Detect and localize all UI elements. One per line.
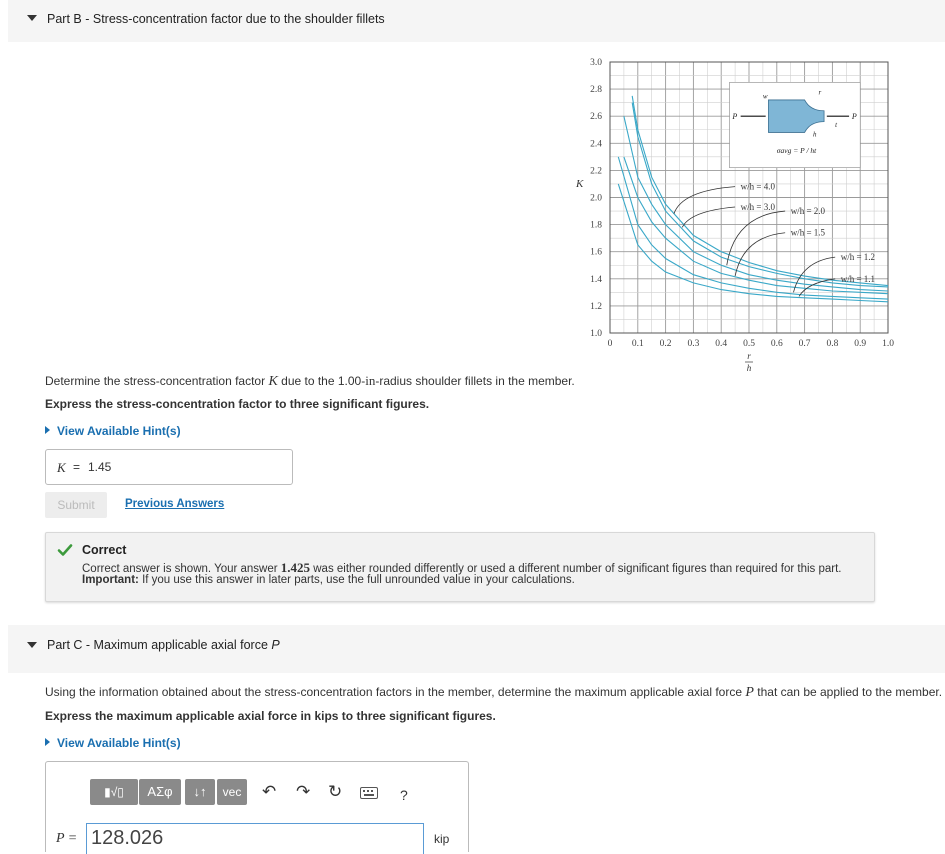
keyboard-icon[interactable] (360, 784, 378, 804)
stress-concentration-chart (570, 52, 900, 382)
p-answer-input[interactable] (86, 823, 424, 854)
templates-button[interactable]: ▮√▯ (90, 779, 138, 805)
collapse-caret-icon[interactable] (27, 15, 37, 21)
greek-symbols-button[interactable]: ΑΣφ (139, 779, 181, 805)
x-axis-label-denominator: h (746, 363, 752, 373)
submit-button[interactable]: Submit (45, 492, 107, 518)
part-c-question: Using the information obtained about the stress-concentration factors in the member, determine the maximum applicable axial force P that can be applied to the member. (45, 685, 943, 700)
chart-svg (570, 52, 900, 382)
y-tick-label: 1.2 (590, 301, 602, 312)
y-tick-label: 2.0 (590, 193, 602, 204)
x-tick-label: 0.2 (659, 339, 672, 349)
vector-button[interactable]: vec (217, 779, 247, 805)
x-tick-label: 0.3 (687, 339, 700, 349)
feedback-line-2: Important: If you use this answer in later parts, use the full unrounded value in your calculations. (82, 574, 575, 586)
collapse-caret-icon[interactable] (27, 642, 37, 648)
expand-triangle-icon (45, 738, 50, 746)
x-tick-label: 0.1 (631, 339, 644, 349)
part-c-title: Part C - Maximum applicable axial force P (47, 638, 280, 652)
annotation-label: w/h = 2.0 (790, 206, 826, 217)
annotation-label: w/h = 1.1 (840, 273, 876, 284)
feedback-title: Correct (82, 543, 127, 557)
arrows-button[interactable]: ↓↑ (185, 779, 215, 805)
help-icon[interactable]: ? (400, 787, 408, 803)
x-tick-label: 0.4 (715, 339, 728, 349)
x-tick-label: 1.0 (882, 339, 894, 349)
undo-icon[interactable]: ↶ (262, 782, 277, 801)
k-answer-label: K (57, 460, 66, 475)
annotation-label: w/h = 1.2 (840, 252, 876, 263)
y-tick-label: 1.6 (590, 247, 602, 258)
part-c-instruction: Express the maximum applicable axial force in kips to three significant figures. (45, 709, 496, 723)
feedback-line-1: Correct answer is shown. Your answer 1.425 was either rounded differently or used a different number of significant figures than required for this part. (82, 560, 842, 575)
x-tick-label: 0 (607, 339, 613, 349)
part-b-hint-link[interactable]: View Available Hint(s) (45, 424, 181, 438)
inset-label-w: w (762, 92, 768, 101)
x-tick-label: 0.8 (826, 339, 839, 349)
part-c-header[interactable] (8, 625, 945, 673)
x-tick-label: 0.5 (743, 339, 755, 349)
part-b-title: Part B - Stress-concentration factor due to the shoulder fillets (47, 12, 385, 26)
p-unit-label: kip (434, 832, 450, 846)
x-axis-label-numerator: r (747, 351, 751, 361)
annotation-label: w/h = 4.0 (740, 181, 775, 192)
inset-formula: σavg = P / ht (776, 145, 817, 155)
annotation-leader (674, 187, 735, 214)
y-axis-label: K (576, 177, 584, 190)
p-answer-value: 128.026 (91, 827, 164, 849)
reset-icon[interactable]: ↻ (328, 782, 343, 801)
x-tick-label: 0.9 (854, 339, 867, 349)
y-tick-label: 2.4 (590, 139, 602, 150)
part-b-question: Determine the stress-concentration factor K due to the 1.00-in-radius shoulder fillets in the member. (45, 373, 575, 389)
k-answer-eq: = (73, 460, 81, 474)
y-tick-label: 1.8 (590, 220, 602, 231)
expand-triangle-icon (45, 426, 50, 434)
annotation-label: w/h = 3.0 (740, 201, 775, 212)
p-answer-label: P = (56, 831, 78, 846)
y-tick-label: 2.2 (590, 166, 602, 177)
inset-label-t: t (835, 121, 838, 130)
part-b-header[interactable] (8, 0, 945, 42)
x-tick-label: 0.7 (798, 339, 811, 349)
k-answer-field[interactable] (45, 449, 293, 485)
k-answer-value: 1.45 (88, 460, 112, 474)
part-c-hint-link[interactable]: View Available Hint(s) (45, 736, 181, 750)
y-tick-label: 2.6 (590, 112, 602, 123)
x-tick-label: 0.6 (770, 339, 783, 349)
redo-icon[interactable]: ↷ (296, 782, 311, 801)
y-tick-label: 3.0 (590, 58, 602, 68)
inset-label-p-left: P (732, 112, 738, 122)
y-tick-label: 1.4 (590, 274, 602, 285)
inset-diagram (730, 82, 861, 167)
inset-label-p-right: P (851, 112, 857, 122)
checkmark-icon (57, 542, 73, 558)
inset-label-r: r (818, 88, 822, 97)
inset-label-h: h (812, 130, 817, 139)
part-b-instruction: Express the stress-concentration factor to three significant figures. (45, 397, 430, 411)
y-tick-label: 2.8 (590, 85, 602, 96)
previous-answers-link[interactable]: Previous Answers (125, 498, 225, 510)
annotation-label: w/h = 1.5 (790, 227, 826, 238)
feedback-panel (45, 532, 875, 602)
y-tick-label: 1.0 (590, 329, 602, 339)
